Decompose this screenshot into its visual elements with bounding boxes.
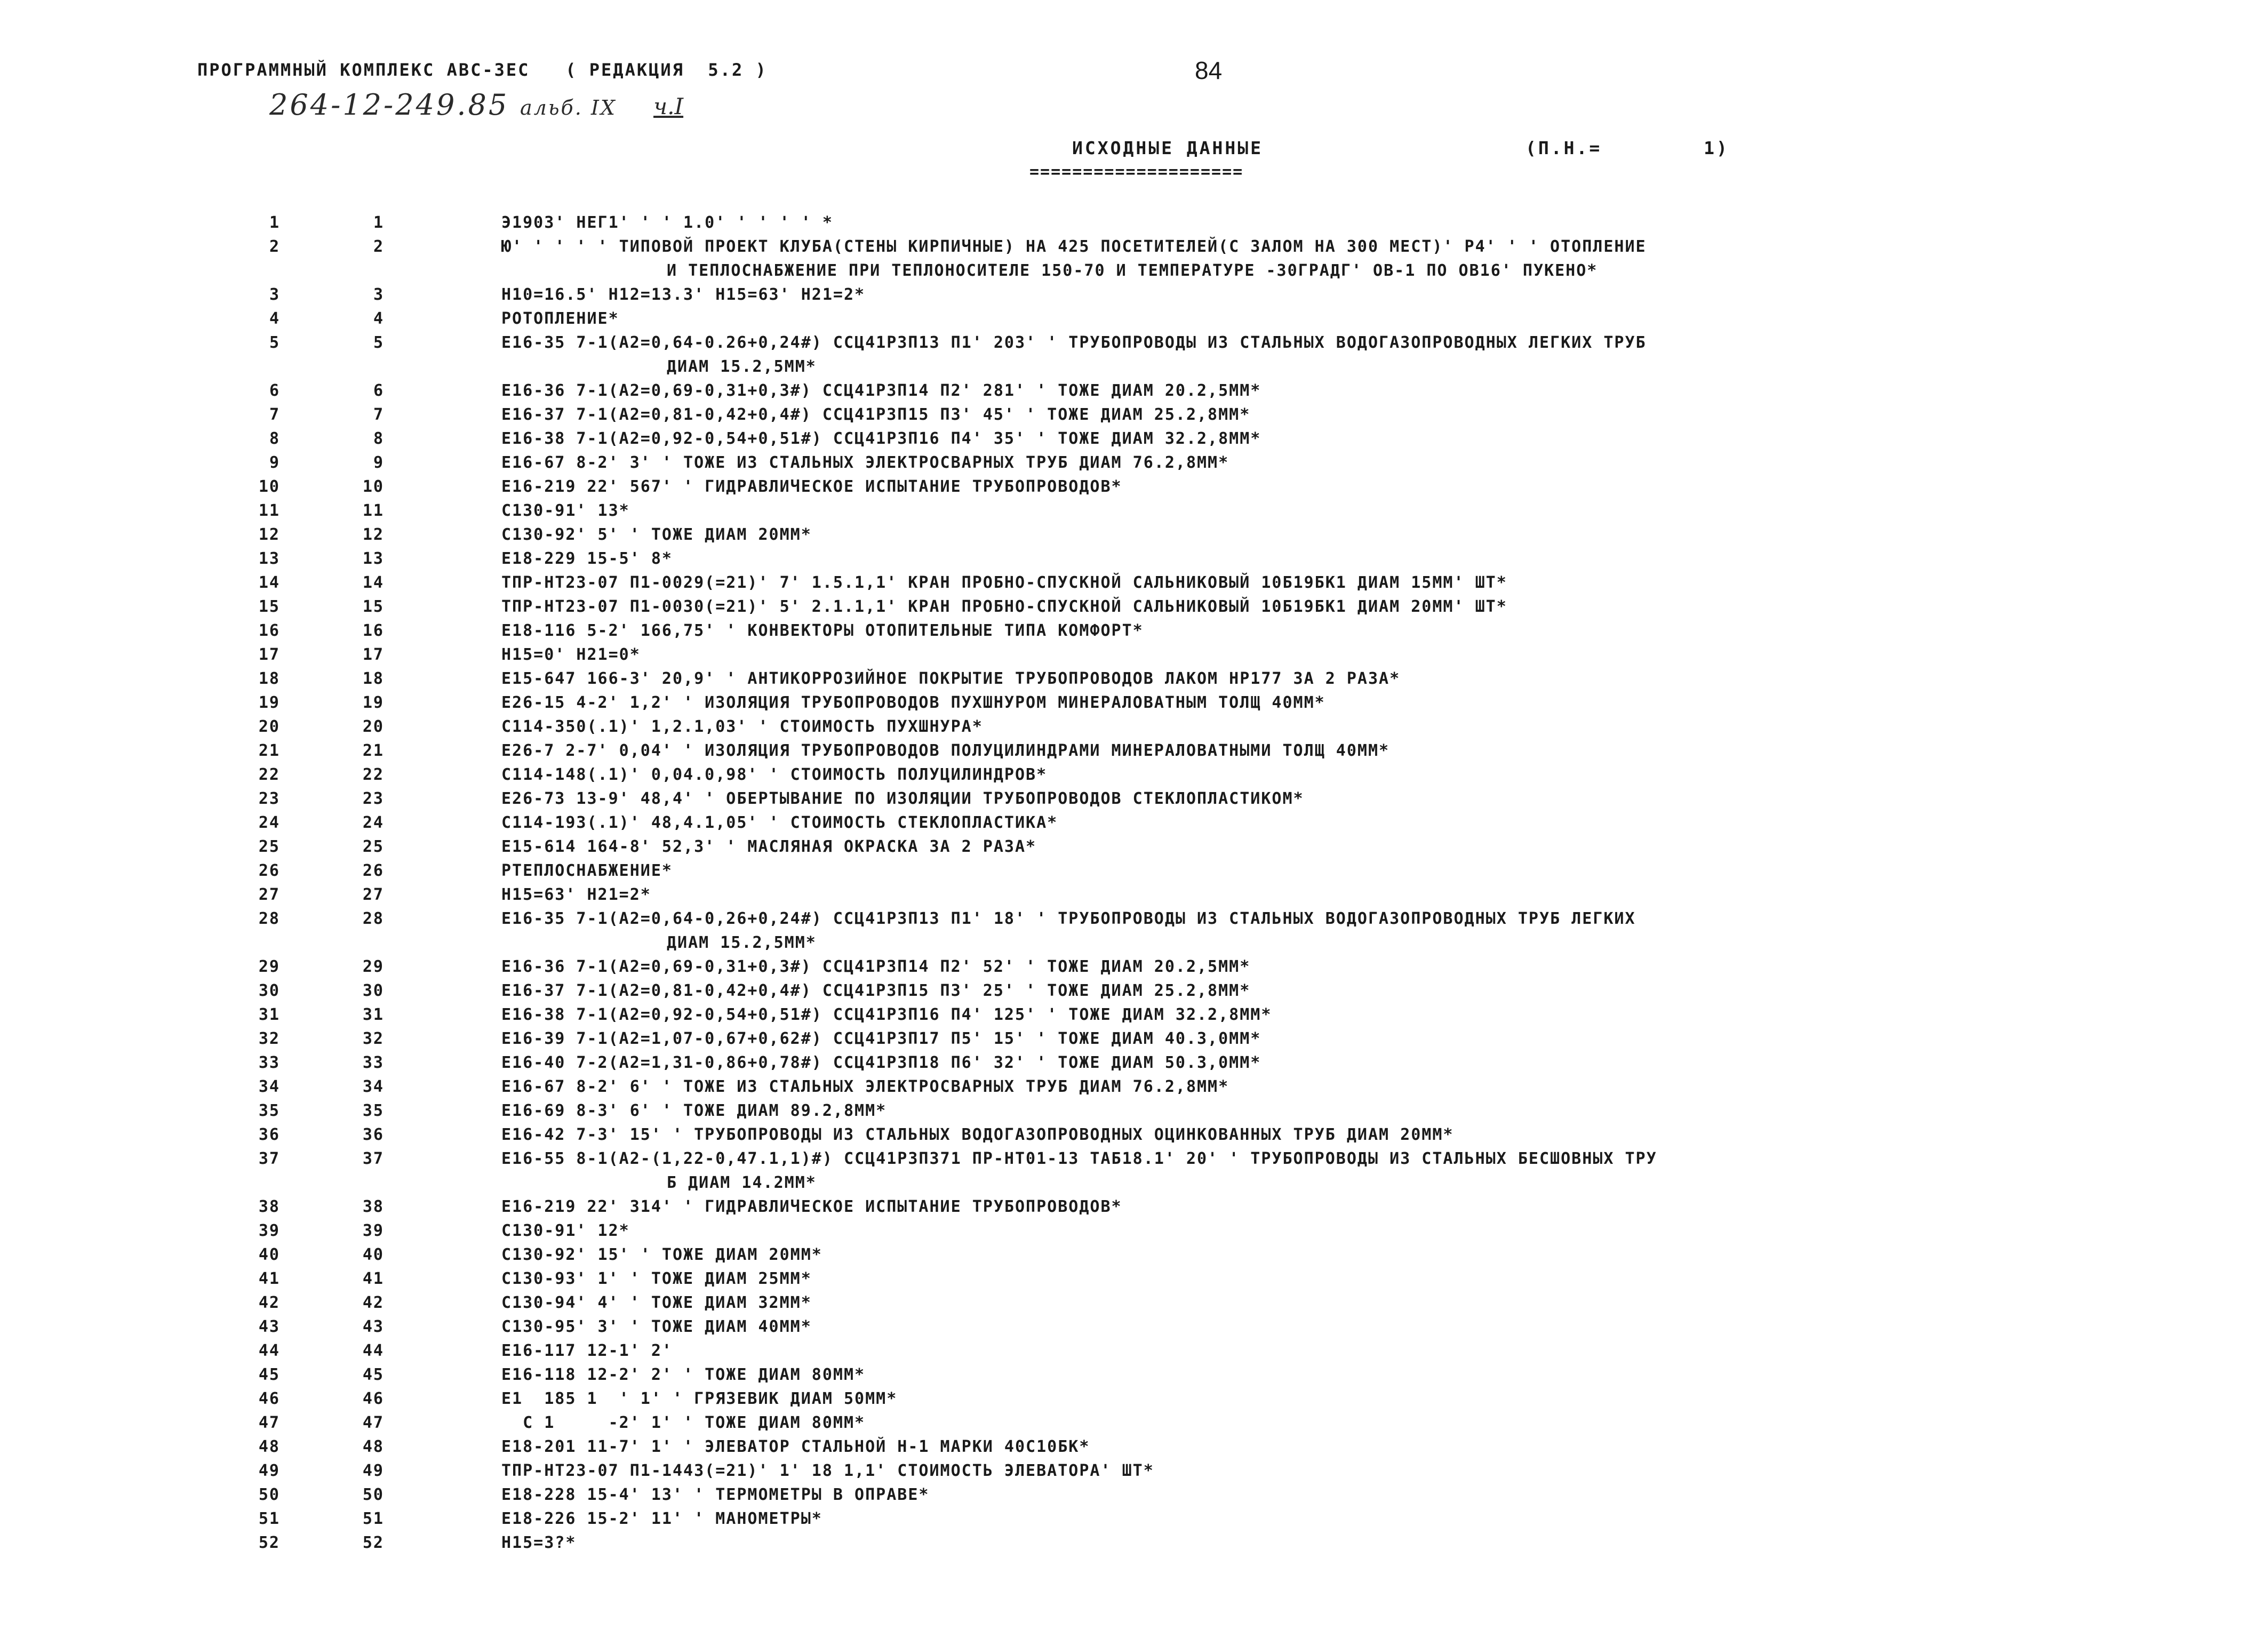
- record-text: [501, 451, 2112, 475]
- record-number: 44: [362, 1341, 384, 1360]
- listing-row: [0, 955, 2268, 979]
- listing-row: [0, 547, 2268, 571]
- listing-row: [0, 1219, 2268, 1243]
- row-number: 20: [258, 717, 280, 736]
- listing-row: [0, 763, 2268, 787]
- listing-row: [0, 523, 2268, 547]
- row-number: 52: [258, 1533, 280, 1552]
- record-text: [501, 667, 2112, 691]
- row-number: 36: [258, 1125, 280, 1144]
- record-line: Е16-219 22' 567' ' ГИДРАВЛИЧЕСКОЕ ИСПЫТАНИЕ ТРУБОПРОВОДОВ*: [501, 477, 1122, 496]
- listing-row: [0, 1483, 2268, 1507]
- handwritten-part: ч.I: [653, 93, 684, 119]
- row-number: 21: [258, 741, 280, 760]
- listing-row: [0, 667, 2268, 691]
- record-line: Е18-228 15-4' 13' ' ТЕРМОМЕТРЫ В ОПРАВЕ*: [501, 1485, 930, 1504]
- record-line: Е16-38 7-1(А2=0,92-0,54+0,51#) ССЦ41Р3П16 П4' 125' ' ТОЖЕ ДИАМ 32.2,8ММ*: [501, 1005, 1272, 1024]
- row-number: 49: [258, 1461, 280, 1480]
- listing-row: [0, 979, 2268, 1003]
- row-number: 41: [258, 1269, 280, 1288]
- row-number: 50: [258, 1485, 280, 1504]
- record-line: С130-92' 15' ' ТОЖЕ ДИАМ 20ММ*: [501, 1245, 822, 1264]
- record-number: 42: [362, 1293, 384, 1312]
- record-number: 41: [362, 1269, 384, 1288]
- record-number: 15: [362, 597, 384, 616]
- record-text: [501, 1075, 2112, 1099]
- record-number: 1: [373, 213, 384, 232]
- row-number: 5: [269, 333, 280, 352]
- record-number: 9: [373, 453, 384, 472]
- listing-row: [0, 1027, 2268, 1051]
- record-number: 20: [362, 717, 384, 736]
- data-listing: [0, 211, 2268, 1555]
- listing-row: [0, 1387, 2268, 1411]
- record-text: [501, 283, 2112, 307]
- row-number: 17: [258, 645, 280, 664]
- listing-row: [0, 1435, 2268, 1459]
- record-number: 24: [362, 813, 384, 832]
- record-number: 10: [362, 477, 384, 496]
- record-line: С114-148(.1)' 0,04.0,98' ' СТОИМОСТЬ ПОЛУЦИЛИНДРОВ*: [501, 765, 1048, 784]
- listing-row: [0, 571, 2268, 595]
- record-line: Е16-69 8-3' 6' ' ТОЖЕ ДИАМ 89.2,8ММ*: [501, 1101, 887, 1120]
- row-number: 6: [269, 381, 280, 400]
- record-text: [501, 835, 2112, 859]
- listing-row: [0, 1267, 2268, 1291]
- record-line: С114-193(.1)' 48,4.1,05' ' СТОИМОСТЬ СТЕКЛОПЛАСТИКА*: [501, 813, 1058, 832]
- record-line: Э1903' НЕГ1' ' ' 1.0' ' ' ' ' *: [501, 213, 833, 232]
- listing-row: [0, 595, 2268, 619]
- record-continuation: И ТЕПЛОСНАБЖЕНИЕ ПРИ ТЕПЛОНОСИТЕЛЕ 150-70 И ТЕМПЕРАТУРЕ -30ГРАДГ' ОВ-1 ПО ОВ16' ПУКЕНО*: [667, 261, 1598, 280]
- row-number: 4: [269, 309, 280, 328]
- record-text: [501, 475, 2112, 499]
- record-line: С130-92' 5' ' ТОЖЕ ДИАМ 20ММ*: [501, 525, 812, 544]
- record-number: 31: [362, 1005, 384, 1024]
- handwritten-album: альб. IX: [520, 96, 617, 119]
- record-number: 18: [362, 669, 384, 688]
- record-text: [501, 1099, 2112, 1123]
- record-number: 47: [362, 1413, 384, 1432]
- record-line: Е16-37 7-1(А2=0,81-0,42+0,4#) ССЦ41Р3П15 П3' 45' ' ТОЖЕ ДИАМ 25.2,8ММ*: [501, 405, 1251, 424]
- record-text: [501, 691, 2112, 715]
- listing-row: [0, 691, 2268, 715]
- record-number: 30: [362, 981, 384, 1000]
- row-number: 46: [258, 1389, 280, 1408]
- record-line: ТПР-НТ23-07 П1-0030(=21)' 5' 2.1.1,1' КРАН ПРОБНО-СПУСКНОЙ САЛЬНИКОВЫЙ 10Б19БК1 ДИАМ 20ММ' ШТ*: [501, 597, 1507, 616]
- listing-row: [0, 307, 2268, 331]
- row-number: 28: [258, 909, 280, 928]
- record-text: [501, 1531, 2112, 1555]
- record-line: С130-94' 4' ' ТОЖЕ ДИАМ 32ММ*: [501, 1293, 812, 1312]
- row-number: 45: [258, 1365, 280, 1384]
- listing-row: [0, 235, 2268, 283]
- record-text: [501, 1003, 2112, 1027]
- record-text: [501, 427, 2112, 451]
- record-line: С114-350(.1)' 1,2.1,03' ' СТОИМОСТЬ ПУХШНУРА*: [501, 717, 983, 736]
- row-number: 24: [258, 813, 280, 832]
- listing-row: [0, 379, 2268, 403]
- record-line: Н15=63' Н21=2*: [501, 885, 651, 904]
- listing-row: [0, 1099, 2268, 1123]
- record-number: 28: [362, 909, 384, 928]
- record-line: Е16-36 7-1(А2=0,69-0,31+0,3#) ССЦ41Р3П14 П2' 52' ' ТОЖЕ ДИАМ 20.2,5ММ*: [501, 957, 1251, 976]
- record-line: С130-91' 13*: [501, 501, 630, 520]
- handwritten-doc-number: 264-12-249.85: [269, 88, 509, 122]
- row-number: 44: [258, 1341, 280, 1360]
- record-text: [501, 1411, 2112, 1435]
- record-text: [501, 1507, 2112, 1531]
- record-text: [501, 739, 2112, 763]
- row-number: 15: [258, 597, 280, 616]
- record-line: Е26-15 4-2' 1,2' ' ИЗОЛЯЦИЯ ТРУБОПРОВОДОВ ПУХШНУРОМ МИНЕРАЛОВАТНЫМ ТОЛЩ 40ММ*: [501, 693, 1325, 712]
- listing-row: [0, 1147, 2268, 1195]
- record-number: 48: [362, 1437, 384, 1456]
- record-text: [501, 619, 2112, 643]
- record-text: [501, 1435, 2112, 1459]
- record-line: Е1 185 1 ' 1' ' ГРЯЗЕВИК ДИАМ 50ММ*: [501, 1389, 898, 1408]
- record-text: [501, 1387, 2112, 1411]
- listing-row: [0, 883, 2268, 907]
- record-text: [501, 379, 2112, 403]
- record-text: [501, 1483, 2112, 1507]
- record-text: [501, 883, 2112, 907]
- record-number: 34: [362, 1077, 384, 1096]
- record-text: [501, 979, 2112, 1003]
- record-number: 11: [362, 501, 384, 520]
- listing-row: [0, 1363, 2268, 1387]
- record-line: Е16-35 7-1(А2=0,64-0.26+0,24#) ССЦ41Р3П13 П1' 203' ' ТРУБОПРОВОДЫ ИЗ СТАЛЬНЫХ ВОДОГАЗОПРОВОДНЫХ ЛЕГКИХ ТРУБ: [501, 333, 1647, 352]
- record-text: [501, 1195, 2112, 1219]
- record-number: 50: [362, 1485, 384, 1504]
- record-line: Е16-37 7-1(А2=0,81-0,42+0,4#) ССЦ41Р3П15 П3' 25' ' ТОЖЕ ДИАМ 25.2,8ММ*: [501, 981, 1251, 1000]
- record-number: 4: [373, 309, 384, 328]
- record-text: [501, 211, 2112, 235]
- record-line: ТПР-НТ23-07 П1-1443(=21)' 1' 18 1,1' СТОИМОСТЬ ЭЛЕВАТОРА' ШТ*: [501, 1461, 1154, 1480]
- record-line: Е16-219 22' 314' ' ГИДРАВЛИЧЕСКОЕ ИСПЫТАНИЕ ТРУБОПРОВОДОВ*: [501, 1197, 1122, 1216]
- row-number: 1: [269, 213, 280, 232]
- record-line: Е16-42 7-3' 15' ' ТРУБОПРОВОДЫ ИЗ СТАЛЬНЫХ ВОДОГАЗОПРОВОДНЫХ ОЦИНКОВАННЫХ ТРУБ ДИАМ 20ММ*: [501, 1125, 1454, 1144]
- record-number: 40: [362, 1245, 384, 1264]
- record-number: 13: [362, 549, 384, 568]
- record-number: 21: [362, 741, 384, 760]
- record-text: [501, 403, 2112, 427]
- row-number: 38: [258, 1197, 280, 1216]
- record-line: Е16-67 8-2' 3' ' ТОЖЕ ИЗ СТАЛЬНЫХ ЭЛЕКТРОСВАРНЫХ ТРУБ ДИАМ 76.2,8ММ*: [501, 453, 1229, 472]
- record-number: 2: [373, 237, 384, 256]
- row-number: 22: [258, 765, 280, 784]
- record-line: Е16-40 7-2(А2=1,31-0,86+0,78#) ССЦ41Р3П18 П6' 32' ' ТОЖЕ ДИАМ 50.3,0ММ*: [501, 1053, 1261, 1072]
- record-line: Е16-39 7-1(А2=1,07-0,67+0,62#) ССЦ41Р3П17 П5' 15' ' ТОЖЕ ДИАМ 40.3,0ММ*: [501, 1029, 1261, 1048]
- listing-row: [0, 1003, 2268, 1027]
- listing-row: [0, 331, 2268, 379]
- record-line: РТЕПЛОСНАБЖЕНИЕ*: [501, 861, 673, 880]
- row-number: 10: [258, 477, 280, 496]
- listing-row: [0, 1315, 2268, 1339]
- record-number: 6: [373, 381, 384, 400]
- listing-row: [0, 787, 2268, 811]
- record-number: 39: [362, 1221, 384, 1240]
- listing-row: [0, 715, 2268, 739]
- listing-row: [0, 475, 2268, 499]
- row-number: 13: [258, 549, 280, 568]
- section-title: ИСХОДНЫЕ ДАННЫЕ: [1072, 138, 1264, 158]
- record-line: Е26-7 2-7' 0,04' ' ИЗОЛЯЦИЯ ТРУБОПРОВОДОВ ПОЛУЦИЛИНДРАМИ МИНЕРАЛОВАТНЫМИ ТОЛЩ 40ММ*: [501, 741, 1390, 760]
- record-line: Н15=0' Н21=0*: [501, 645, 641, 664]
- record-text: [501, 811, 2112, 835]
- row-number: 8: [269, 429, 280, 448]
- listing-row: [0, 1123, 2268, 1147]
- record-number: 7: [373, 405, 384, 424]
- row-number: 33: [258, 1053, 280, 1072]
- listing-row: [0, 1339, 2268, 1363]
- row-number: 11: [258, 501, 280, 520]
- record-text: [501, 715, 2112, 739]
- row-number: 37: [258, 1149, 280, 1168]
- record-number: 36: [362, 1125, 384, 1144]
- listing-row: [0, 1243, 2268, 1267]
- record-line: Е16-36 7-1(А2=0,69-0,31+0,3#) ССЦ41Р3П14 П2' 281' ' ТОЖЕ ДИАМ 20.2,5ММ*: [501, 381, 1261, 400]
- record-line: Е15-647 166-3' 20,9' ' АНТИКОРРОЗИЙНОЕ ПОКРЫТИЕ ТРУБОПРОВОДОВ ЛАКОМ НР177 ЗА 2 РАЗА*: [501, 669, 1401, 688]
- record-text: [501, 595, 2112, 619]
- record-text: [501, 307, 2112, 331]
- record-text: [501, 1123, 2112, 1147]
- record-text: [501, 1291, 2112, 1315]
- record-number: 38: [362, 1197, 384, 1216]
- row-number: 7: [269, 405, 280, 424]
- record-line: Н10=16.5' Н12=13.3' Н15=63' Н21=2*: [501, 285, 866, 304]
- record-number: 29: [362, 957, 384, 976]
- record-number: 32: [362, 1029, 384, 1048]
- record-text: [501, 523, 2112, 547]
- listing-row: [0, 1075, 2268, 1099]
- listing-row: [0, 907, 2268, 955]
- record-number: 43: [362, 1317, 384, 1336]
- record-number: 22: [362, 765, 384, 784]
- row-number: 35: [258, 1101, 280, 1120]
- row-number: 31: [258, 1005, 280, 1024]
- listing-row: [0, 739, 2268, 763]
- record-line: Е16-38 7-1(А2=0,92-0,54+0,51#) ССЦ41Р3П16 П4' 35' ' ТОЖЕ ДИАМ 32.2,8ММ*: [501, 429, 1261, 448]
- record-number: 45: [362, 1365, 384, 1384]
- record-number: 14: [362, 573, 384, 592]
- listing-row: [0, 1411, 2268, 1435]
- record-line: Е18-229 15-5' 8*: [501, 549, 673, 568]
- record-number: 35: [362, 1101, 384, 1120]
- record-line: С130-95' 3' ' ТОЖЕ ДИАМ 40ММ*: [501, 1317, 812, 1336]
- row-number: 23: [258, 789, 280, 808]
- record-line: Е16-117 12-1' 2': [501, 1341, 673, 1360]
- record-text: [501, 1243, 2112, 1267]
- record-number: 12: [362, 525, 384, 544]
- row-number: 34: [258, 1077, 280, 1096]
- record-text: [501, 1051, 2112, 1075]
- record-continuation: ДИАМ 15.2,5ММ*: [667, 933, 817, 952]
- listing-row: [0, 499, 2268, 523]
- row-number: 27: [258, 885, 280, 904]
- record-text: [501, 235, 2112, 283]
- record-text: [501, 547, 2112, 571]
- record-text: [501, 1219, 2112, 1243]
- listing-row: [0, 1291, 2268, 1315]
- record-line: Е16-118 12-2' 2' ' ТОЖЕ ДИАМ 80ММ*: [501, 1365, 866, 1384]
- record-continuation: ДИАМ 15.2,5ММ*: [667, 357, 817, 376]
- record-line: Н15=3?*: [501, 1533, 577, 1552]
- row-number: 29: [258, 957, 280, 976]
- record-text: [501, 907, 2112, 955]
- record-number: 27: [362, 885, 384, 904]
- record-line: С 1 -2' 1' ' ТОЖЕ ДИАМ 80ММ*: [501, 1413, 866, 1432]
- row-number: 43: [258, 1317, 280, 1336]
- record-line: С130-91' 12*: [501, 1221, 630, 1240]
- listing-row: [0, 619, 2268, 643]
- row-number: 3: [269, 285, 280, 304]
- record-text: [501, 1267, 2112, 1291]
- record-text: [501, 859, 2112, 883]
- record-number: 17: [362, 645, 384, 664]
- record-number: 8: [373, 429, 384, 448]
- record-text: [501, 1459, 2112, 1483]
- record-text: [501, 763, 2112, 787]
- record-line: Е16-67 8-2' 6' ' ТОЖЕ ИЗ СТАЛЬНЫХ ЭЛЕКТРОСВАРНЫХ ТРУБ ДИАМ 76.2,8ММ*: [501, 1077, 1229, 1096]
- row-number: 2: [269, 237, 280, 256]
- record-line: Е16-35 7-1(А2=0,64-0,26+0,24#) ССЦ41Р3П13 П1' 18' ' ТРУБОПРОВОДЫ ИЗ СТАЛЬНЫХ ВОДОГАЗОПРОВОДНЫХ ТРУБ ЛЕГКИХ: [501, 909, 1636, 928]
- record-text: [501, 643, 2112, 667]
- listing-row: [0, 811, 2268, 835]
- record-number: 46: [362, 1389, 384, 1408]
- record-line: С130-93' 1' ' ТОЖЕ ДИАМ 25ММ*: [501, 1269, 812, 1288]
- record-text: [501, 787, 2112, 811]
- listing-row: [0, 1531, 2268, 1555]
- row-number: 51: [258, 1509, 280, 1528]
- listing-row: [0, 211, 2268, 235]
- record-line: Е18-116 5-2' 166,75' ' КОНВЕКТОРЫ ОТОПИТЕЛЬНЫЕ ТИПА КОМФОРТ*: [501, 621, 1144, 640]
- listing-row: [0, 1507, 2268, 1531]
- listing-row: [0, 1195, 2268, 1219]
- listing-row: [0, 427, 2268, 451]
- record-number: 51: [362, 1509, 384, 1528]
- row-number: 47: [258, 1413, 280, 1432]
- record-line: Е18-201 11-7' 1' ' ЭЛЕВАТОР СТАЛЬНОЙ Н-1 МАРКИ 40С10БК*: [501, 1437, 1090, 1456]
- row-number: 14: [258, 573, 280, 592]
- record-number: 49: [362, 1461, 384, 1480]
- row-number: 12: [258, 525, 280, 544]
- record-text: [501, 1147, 2112, 1195]
- row-number: 18: [258, 669, 280, 688]
- record-number: 3: [373, 285, 384, 304]
- record-number: 26: [362, 861, 384, 880]
- section-underline: ====================: [1029, 163, 1244, 181]
- record-number: 5: [373, 333, 384, 352]
- system-header: ПРОГРАММНЫЙ КОМПЛЕКС АВС-3ЕС ( РЕДАКЦИЯ 5.2 ): [197, 60, 768, 80]
- record-line: РОТОПЛЕНИЕ*: [501, 309, 619, 328]
- record-number: 19: [362, 693, 384, 712]
- row-number: 42: [258, 1293, 280, 1312]
- row-number: 16: [258, 621, 280, 640]
- record-number: 33: [362, 1053, 384, 1072]
- record-text: [501, 1339, 2112, 1363]
- page-number: 84: [1195, 57, 1223, 84]
- record-line: ТПР-НТ23-07 П1-0029(=21)' 7' 1.5.1,1' КРАН ПРОБНО-СПУСКНОЙ САЛЬНИКОВЫЙ 10Б19БК1 ДИАМ 15ММ' ШТ*: [501, 573, 1507, 592]
- record-line: Ю' ' ' ' ' ТИПОВОЙ ПРОЕКТ КЛУБА(СТЕНЫ КИРПИЧНЫЕ) НА 425 ПОСЕТИТЕЛЕЙ(С ЗАЛОМ НА 300 МЕСТ)' Р4' ' ' ОТОПЛЕНИЕ: [501, 237, 1647, 256]
- record-text: [501, 571, 2112, 595]
- record-line: Е26-73 13-9' 48,4' ' ОБЕРТЫВАНИЕ ПО ИЗОЛЯЦИИ ТРУБОПРОВОДОВ СТЕКЛОПЛАСТИКОМ*: [501, 789, 1304, 808]
- row-number: 39: [258, 1221, 280, 1240]
- listing-row: [0, 1459, 2268, 1483]
- row-number: 19: [258, 693, 280, 712]
- record-text: [501, 955, 2112, 979]
- row-number: 30: [258, 981, 280, 1000]
- listing-row: [0, 859, 2268, 883]
- listing-row: [0, 835, 2268, 859]
- record-text: [501, 1363, 2112, 1387]
- record-text: [501, 499, 2112, 523]
- record-number: 25: [362, 837, 384, 856]
- listing-row: [0, 451, 2268, 475]
- record-line: Е18-226 15-2' 11' ' МАНОМЕТРЫ*: [501, 1509, 822, 1528]
- listing-row: [0, 283, 2268, 307]
- listing-row: [0, 1051, 2268, 1075]
- record-text: [501, 1027, 2112, 1051]
- row-number: 48: [258, 1437, 280, 1456]
- record-number: 52: [362, 1533, 384, 1552]
- listing-row: [0, 643, 2268, 667]
- row-number: 25: [258, 837, 280, 856]
- record-text: [501, 1315, 2112, 1339]
- record-text: [501, 331, 2112, 379]
- row-number: 26: [258, 861, 280, 880]
- row-number: 9: [269, 453, 280, 472]
- record-continuation: Б ДИАМ 14.2ММ*: [667, 1173, 817, 1192]
- record-line: Е16-55 8-1(А2-(1,22-0,47.1,1)#) ССЦ41Р3П371 ПР-НТ01-13 ТАБ18.1' 20' ' ТРУБОПРОВОДЫ ИЗ СТАЛЬНЫХ БЕСШОВНЫХ ТРУ: [501, 1149, 1657, 1168]
- listing-row: [0, 403, 2268, 427]
- record-line: Е15-614 164-8' 52,3' ' МАСЛЯНАЯ ОКРАСКА ЗА 2 РАЗА*: [501, 837, 1037, 856]
- row-number: 40: [258, 1245, 280, 1264]
- row-number: 32: [258, 1029, 280, 1048]
- record-number: 37: [362, 1149, 384, 1168]
- section-param: (П.Н.= 1): [1526, 138, 1729, 158]
- record-number: 23: [362, 789, 384, 808]
- record-number: 16: [362, 621, 384, 640]
